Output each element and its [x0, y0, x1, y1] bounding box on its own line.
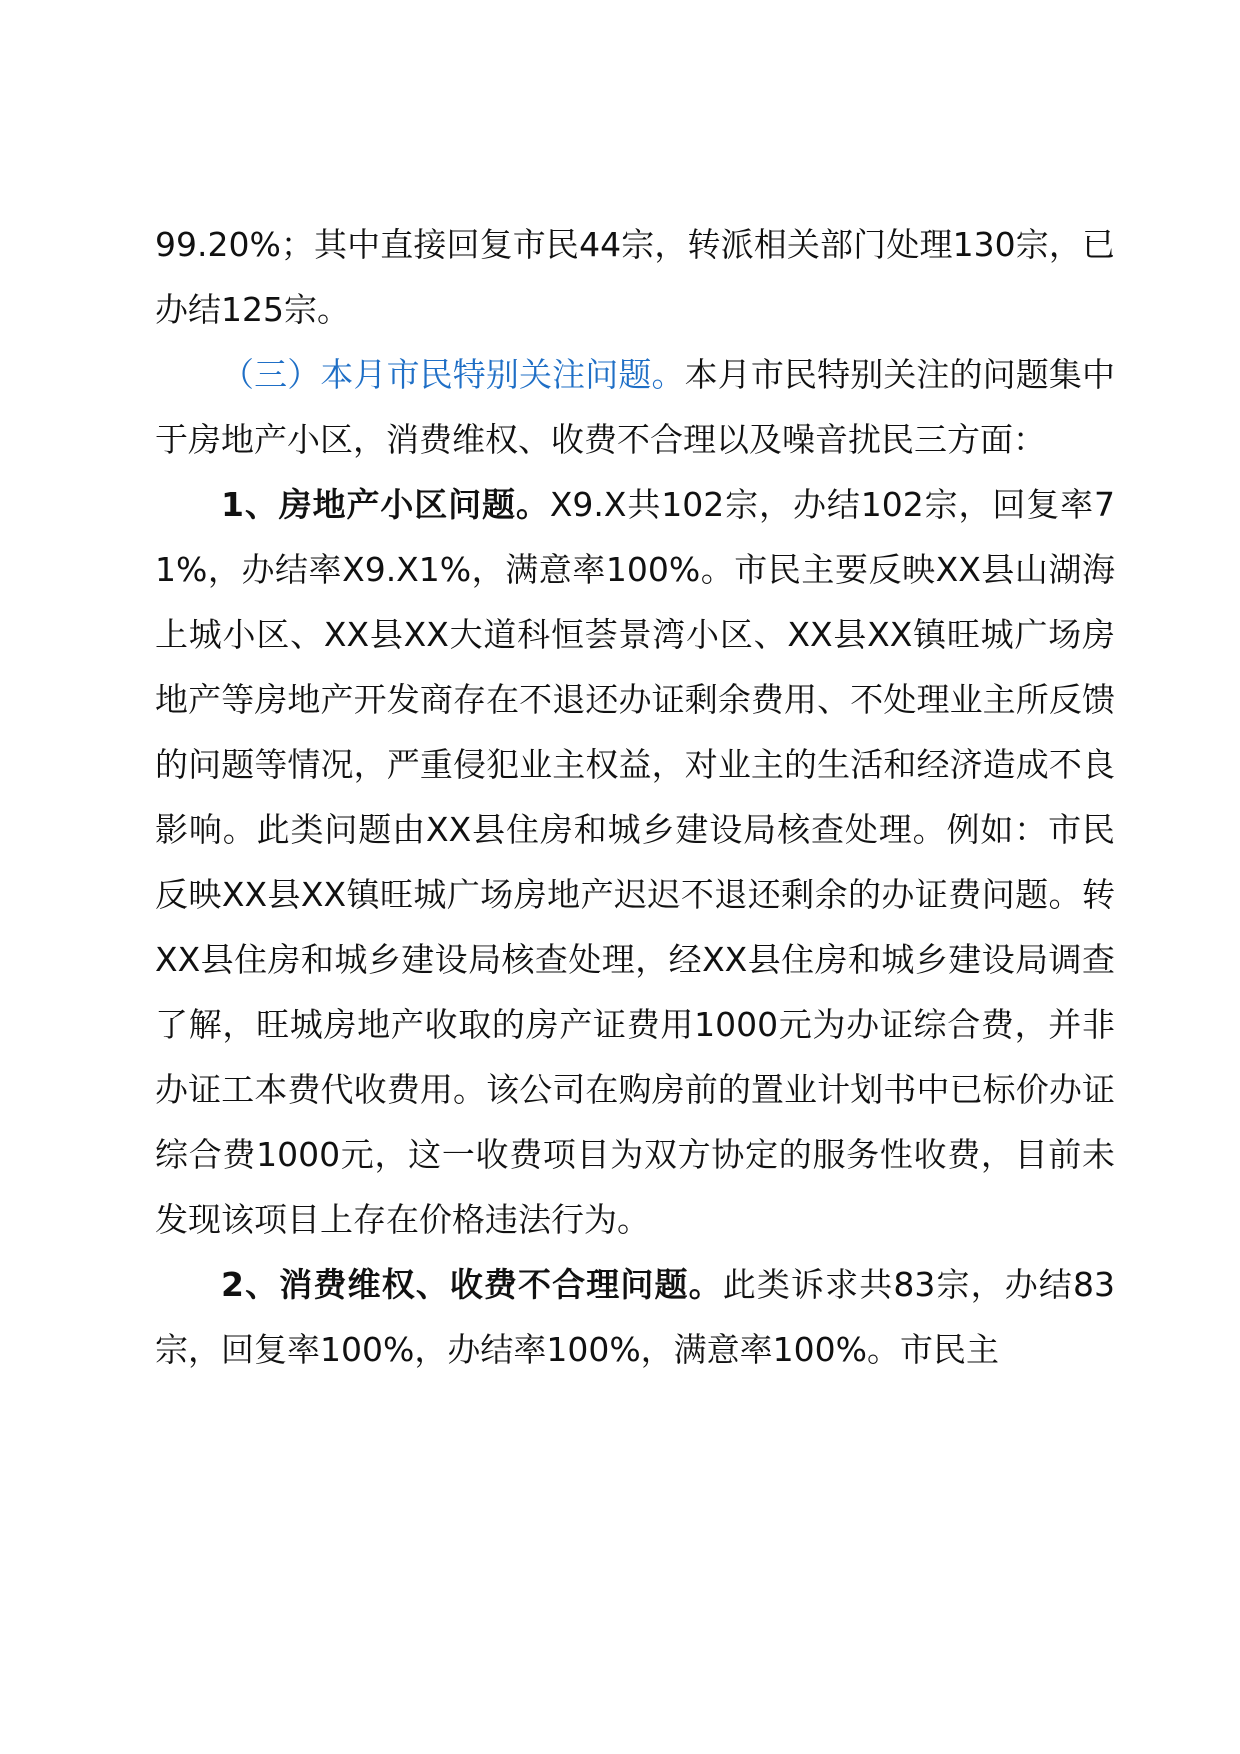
paragraph-text: 99.20%；其中直接回复市民44宗，转派相关部门处理130宗，已办结125宗。: [155, 225, 1115, 329]
document-page: [155, 212, 1115, 1382]
paragraph-text: 本月市民特别关注的问题集中于房地产小区，消费维权、收费不合理以及噪音扰民三方面：: [155, 355, 1116, 459]
paragraph-real-estate: [155, 472, 1115, 1252]
subheading-real-estate: 1、房地产小区问题。: [221, 485, 550, 524]
paragraph-consumer-rights: [155, 1252, 1115, 1382]
paragraph-stats-continuation: [155, 212, 1115, 342]
paragraph-text: X9.X共102宗，办结102宗，回复率71%，办结率X9.X1%，满意率100%。市民主要反映XX县山湖海上城小区、XX县XX大道科恒荟景湾小区、XX县XX镇旺城广场房地产等房地产开发商存在不退还办证剩余费用、不处理业主所反馈的问题等情况，严重侵犯业主权益，对业主的生活和经济造成不良影响。此类问题由XX县住房和城乡建设局核查处理。例如：市民反映XX县XX镇旺城广场房地产迟迟不退还剩余的办证费问题。转XX县住房和城乡建设局核查处理，经XX县住房和城乡建设局调查了解，旺城房地产收取的房产证费用1000元为办证综合费，并非办证工本费代收费用。该公司在购房前的置业计划书中已标价办证综合费1000元，这一收费项目为双方协定的服务性收费，目前未发现该项目上存在价格违法行为。: [155, 485, 1116, 1239]
subheading-consumer-rights: 2、消费维权、收费不合理问题。: [221, 1265, 723, 1304]
paragraph-text: 此类诉求共83宗，办结83宗，回复率100%，办结率100%，满意率100%。市民主: [155, 1265, 1115, 1369]
paragraph-special-concerns: [155, 342, 1115, 472]
section-heading-special-concerns: （三）本月市民特别关注问题。: [221, 355, 685, 394]
